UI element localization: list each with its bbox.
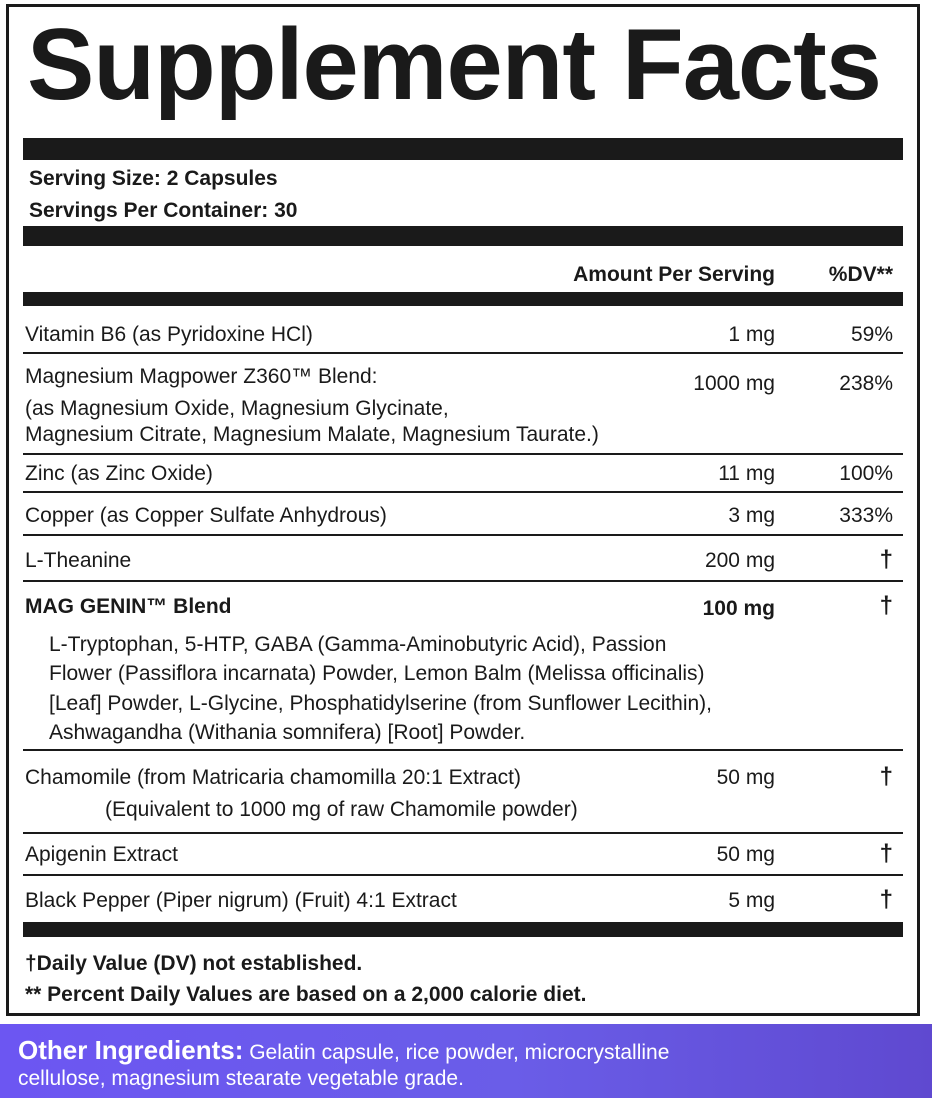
divider-medium bbox=[23, 292, 903, 306]
panel-title: Supplement Facts bbox=[27, 9, 881, 121]
ingredient-name: Black Pepper (Piper nigrum) (Fruit) 4:1 Extract bbox=[25, 889, 457, 912]
blend-name: MAG GENIN™ Blend bbox=[25, 595, 232, 618]
blend-detail-line: Flower (Passiflora incarnata) Powder, Lemon Balm (Melissa officinalis) bbox=[49, 662, 705, 685]
dagger-mark: † bbox=[879, 840, 893, 867]
ingredient-name: Chamomile (from Matricaria chamomilla 20:1 Extract) bbox=[25, 766, 521, 789]
ingredient-amount: 1000 mg bbox=[693, 372, 775, 395]
ingredient-amount: 200 mg bbox=[704, 549, 775, 572]
dagger-mark: † bbox=[879, 886, 893, 913]
ingredient-name: Vitamin B6 (as Pyridoxine HCl) bbox=[25, 323, 313, 346]
row-divider bbox=[23, 352, 903, 354]
dagger-mark: † bbox=[879, 763, 893, 790]
blend-detail-line: L-Tryptophan, 5-HTP, GABA (Gamma-Aminobutyric Acid), Passion bbox=[49, 633, 667, 656]
row-divider bbox=[23, 534, 903, 536]
footnote-dv: †Daily Value (DV) not established. bbox=[25, 952, 363, 975]
ingredient-name: Copper (as Copper Sulfate Anhydrous) bbox=[25, 504, 387, 527]
ingredient-amount: 3 mg bbox=[728, 504, 775, 527]
ingredient-amount: 50 mg bbox=[716, 843, 775, 866]
ingredient-name: Zinc (as Zinc Oxide) bbox=[25, 462, 213, 485]
footnote-percent: ** Percent Daily Values are based on a 2,000 calorie diet. bbox=[25, 983, 587, 1006]
row-divider bbox=[23, 580, 903, 582]
other-ingredients-line bbox=[18, 1037, 669, 1063]
ingredient-dv: 333% bbox=[839, 504, 893, 527]
other-ingredients-banner bbox=[0, 1024, 932, 1098]
row-divider bbox=[23, 874, 903, 876]
ingredient-detail: (Equivalent to 1000 mg of raw Chamomile powder) bbox=[105, 798, 578, 821]
row-divider bbox=[23, 491, 903, 493]
ingredient-detail: Magnesium Citrate, Magnesium Malate, Magnesium Taurate.) bbox=[25, 423, 599, 446]
row-divider bbox=[23, 453, 903, 455]
ingredient-amount: 11 mg bbox=[718, 462, 775, 485]
divider-medium bbox=[23, 922, 903, 937]
divider-thick bbox=[23, 226, 903, 246]
ingredient-amount: 50 mg bbox=[716, 766, 775, 789]
blend-amount: 100 mg bbox=[702, 597, 775, 620]
row-divider bbox=[23, 749, 903, 751]
dagger-mark: † bbox=[879, 546, 893, 573]
other-ingredients-text: Gelatin capsule, rice powder, microcrystalline bbox=[249, 1041, 670, 1064]
ingredient-amount: 5 mg bbox=[728, 889, 775, 912]
other-ingredients-text: cellulose, magnesium stearate vegetable grade. bbox=[18, 1067, 464, 1090]
ingredient-dv: 59% bbox=[850, 323, 893, 346]
ingredient-name: Apigenin Extract bbox=[25, 843, 178, 866]
ingredient-name: Magnesium Magpower Z360™ Blend: bbox=[25, 365, 378, 388]
amount-header: Amount Per Serving bbox=[573, 263, 775, 286]
serving-size: Serving Size: 2 Capsules bbox=[29, 167, 278, 190]
other-ingredients-label: Other Ingredients: bbox=[18, 1035, 244, 1065]
ingredient-detail: (as Magnesium Oxide, Magnesium Glycinate, bbox=[25, 397, 449, 420]
ingredient-dv: 238% bbox=[839, 372, 893, 395]
dagger-mark: † bbox=[879, 592, 893, 619]
servings-per-container: Servings Per Container: 30 bbox=[29, 199, 298, 222]
ingredient-amount: 1 mg bbox=[728, 323, 775, 346]
divider-thick bbox=[23, 138, 903, 160]
row-divider bbox=[23, 832, 903, 834]
blend-detail-line: Ashwagandha (Withania somnifera) [Root] Powder. bbox=[49, 721, 526, 744]
blend-detail-line: [Leaf] Powder, L-Glycine, Phosphatidylserine (from Sunflower Lecithin), bbox=[49, 692, 712, 715]
supplement-facts-panel bbox=[6, 4, 920, 1016]
dv-header: %DV** bbox=[828, 263, 893, 286]
ingredient-dv: 100% bbox=[839, 462, 893, 485]
ingredient-name: L-Theanine bbox=[25, 549, 132, 572]
